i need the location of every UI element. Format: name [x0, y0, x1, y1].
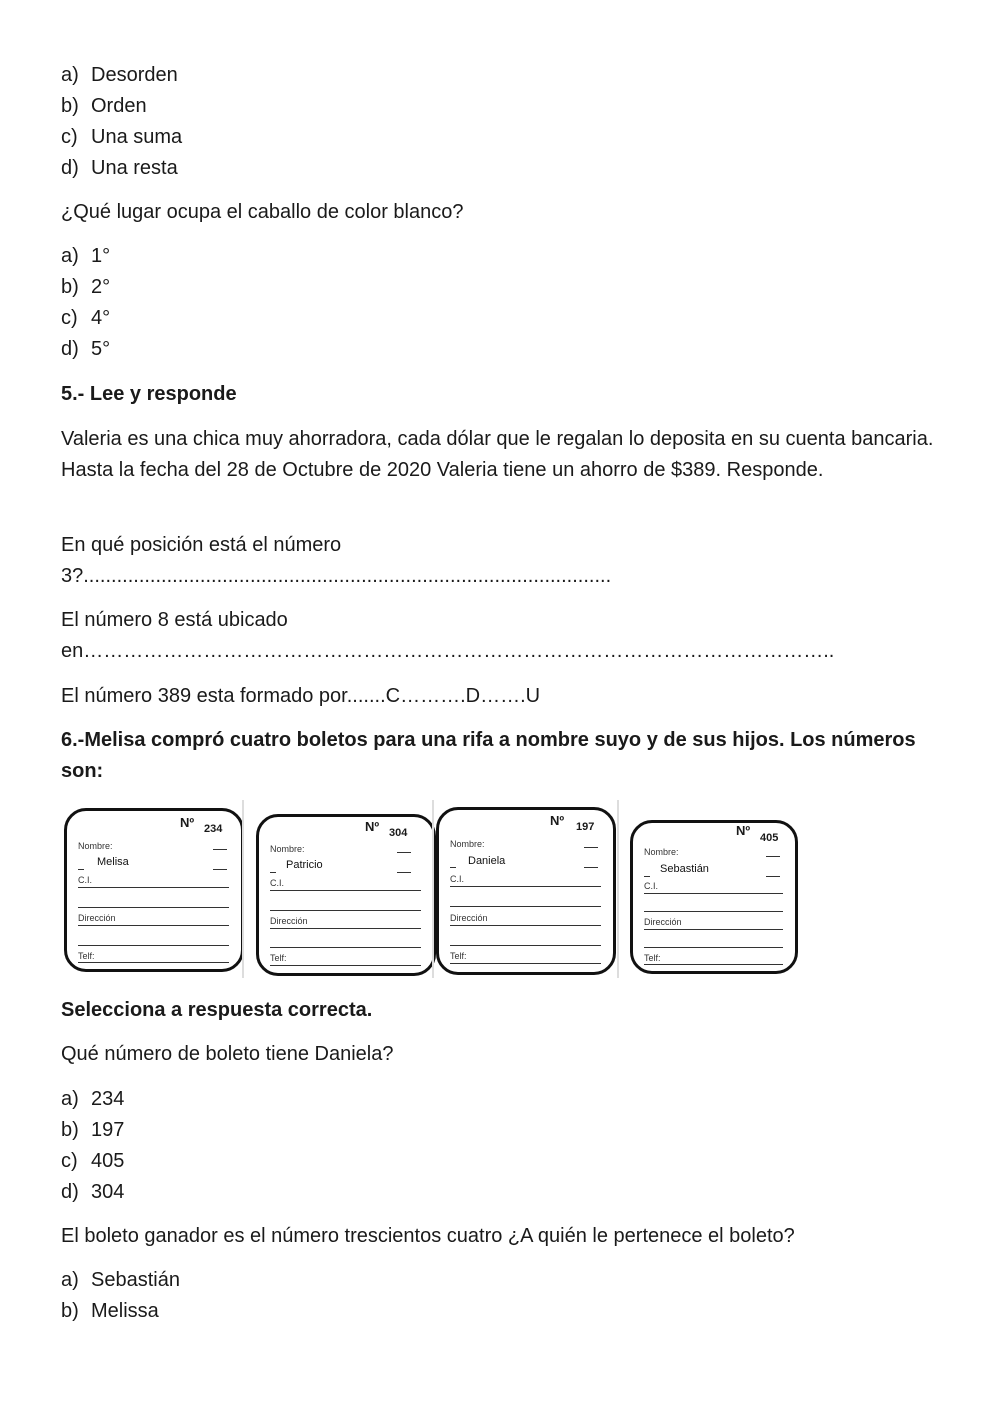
question-horse: ¿Qué lugar ocupa el caballo de color blanco? [61, 201, 464, 223]
ticket-phone-label: Telf: [644, 953, 661, 963]
option-d[interactable]: d) 304 [61, 1181, 125, 1203]
option-b[interactable]: b) 2° [61, 276, 111, 298]
ticket-number-label: Nº [550, 813, 565, 828]
ticket-dash [213, 869, 227, 870]
option-a[interactable]: a) 1° [61, 245, 111, 267]
raffle-ticket [436, 807, 616, 975]
ticket-dash [450, 867, 456, 868]
ticket-ci-label: C.I. [78, 875, 93, 885]
ticket-divider [617, 800, 619, 978]
option-c[interactable]: c) 4° [61, 307, 111, 329]
ticket-line [644, 947, 783, 948]
ticket-holder-name: Sebastián [660, 863, 709, 875]
ticket-dash [78, 869, 84, 870]
ticket-line [270, 928, 421, 929]
question-winning-ticket: El boleto ganador es el número trescientos cuatro ¿A quién le pertenece el boleto? [61, 1225, 795, 1247]
ticket-holder-name: Patricio [286, 859, 323, 871]
question-daniela-ticket: Qué número de boleto tiene Daniela? [61, 1043, 394, 1065]
answer-line-position-3[interactable]: 3?............................................................................................... [61, 565, 612, 587]
option-c[interactable]: c) Una suma [61, 126, 183, 148]
ticket-ci-label: C.I. [450, 874, 465, 884]
answer-line-number-8[interactable]: en………………………………………………………………………………………………….. [61, 640, 835, 662]
ticket-number-label: Nº [736, 823, 751, 838]
ticket-line [644, 893, 783, 894]
ticket-dash [766, 876, 780, 877]
ticket-line [78, 907, 229, 908]
section-5-paragraph: Valeria es una chica muy ahorradora, cada dólar que le regalan lo deposita en su cuenta bancaria. Hasta la fecha del 28 de Octubre de 2020 Valeria tiene un ahorro de $389. Responde. [61, 428, 934, 481]
ticket-divider [432, 800, 434, 978]
ticket-number-label: Nº [365, 819, 380, 834]
raffle-ticket [256, 814, 436, 976]
ticket-dash [270, 872, 276, 873]
ticket-phone-label: Telf: [270, 953, 287, 963]
ticket-phone-label: Telf: [78, 951, 95, 961]
ticket-dash [766, 856, 780, 857]
raffle-ticket [630, 820, 798, 974]
question-389-composition[interactable]: El número 389 esta formado por.......C……….D…….U [61, 685, 541, 707]
ticket-line [450, 886, 601, 887]
option-a[interactable]: a) Desorden [61, 64, 178, 86]
ticket-line [270, 947, 421, 948]
ticket-dash [584, 867, 598, 868]
ticket-line [270, 910, 421, 911]
ticket-number: 405 [760, 832, 779, 844]
ticket-line [644, 929, 783, 930]
ticket-line [78, 887, 229, 888]
ticket-name-label: Nombre: [78, 841, 113, 851]
option-b[interactable]: b) 197 [61, 1119, 125, 1141]
ticket-phone-label: Telf: [450, 951, 467, 961]
ticket-number: 304 [389, 827, 408, 839]
section-6-heading: 6.-Melisa compró cuatro boletos para una rifa a nombre suyo y de sus hijos. Los números son: [61, 729, 916, 782]
option-b[interactable]: b) Melissa [61, 1300, 159, 1322]
option-d[interactable]: d) 5° [61, 338, 111, 360]
ticket-dash [584, 847, 598, 848]
ticket-line [78, 962, 229, 963]
ticket-line [270, 965, 421, 966]
ticket-number: 234 [204, 823, 223, 835]
ticket-dash [644, 876, 650, 877]
option-a[interactable]: a) Sebastián [61, 1269, 180, 1291]
section-5-heading: 5.- Lee y responde [61, 383, 237, 405]
ticket-ci-label: C.I. [270, 878, 285, 888]
option-a[interactable]: a) 234 [61, 1088, 125, 1110]
ticket-line [450, 945, 601, 946]
ticket-line [78, 945, 229, 946]
ticket-line [450, 963, 601, 964]
ticket-line [270, 890, 421, 891]
ticket-line [450, 906, 601, 907]
raffle-tickets [60, 800, 800, 980]
ticket-dash [213, 849, 227, 850]
ticket-address-label: Dirección [644, 917, 682, 927]
ticket-number-label: Nº [180, 815, 195, 830]
question-position-3: En qué posición está el número [61, 534, 342, 556]
ticket-line [78, 925, 229, 926]
ticket-holder-name: Daniela [468, 855, 506, 867]
ticket-name-label: Nombre: [450, 839, 485, 849]
ticket-dash [397, 872, 411, 873]
ticket-number: 197 [576, 821, 595, 833]
ticket-line [644, 911, 783, 912]
ticket-ci-label: C.I. [644, 881, 659, 891]
ticket-line [450, 925, 601, 926]
ticket-line [644, 964, 783, 965]
option-c[interactable]: c) 405 [61, 1150, 125, 1172]
option-d[interactable]: d) Una resta [61, 157, 178, 179]
ticket-name-label: Nombre: [644, 847, 679, 857]
raffle-ticket [64, 808, 244, 972]
ticket-divider [242, 800, 244, 978]
ticket-name-label: Nombre: [270, 844, 305, 854]
instruction-select-answer: Selecciona a respuesta correcta. [61, 999, 373, 1021]
ticket-dash [397, 852, 411, 853]
question-number-8: El número 8 está ubicado [61, 609, 288, 631]
ticket-address-label: Dirección [78, 913, 116, 923]
ticket-address-label: Dirección [270, 916, 308, 926]
ticket-holder-name: Melisa [97, 856, 129, 868]
option-b[interactable]: b) Orden [61, 95, 147, 117]
ticket-address-label: Dirección [450, 913, 488, 923]
